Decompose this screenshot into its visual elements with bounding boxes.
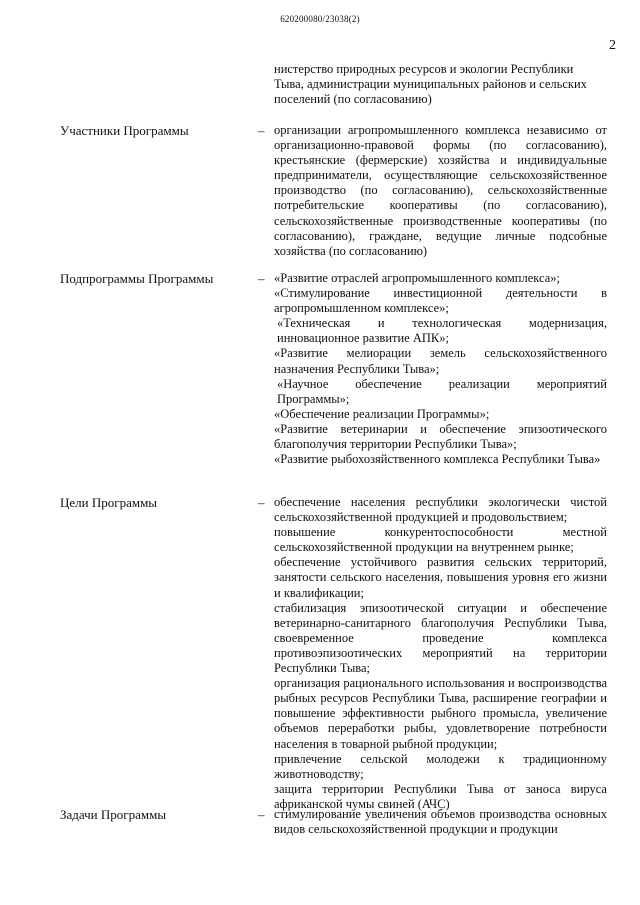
paragraph: повышение конкурентоспособности местной сельскохозяйственной продукции на внутреннем рынке; <box>274 525 607 555</box>
paragraph: «Развитие мелиорации земель сельскохозяйственного назначения Республики Тыва»; <box>274 346 607 376</box>
paragraph: защита территории Республики Тыва от заноса вируса африканской чумы свиней (АЧС) <box>274 781 607 811</box>
section-content <box>274 123 607 259</box>
paragraph: «Развитие рыбохозяйственного комплекса Республики Тыва» <box>274 452 601 467</box>
section-dash: – <box>258 123 265 138</box>
intro-line: нистерство природных ресурсов и экологии Республики <box>274 62 574 76</box>
paragraph: «Обеспечение реализации Программы»; <box>274 406 490 421</box>
section-dash: – <box>258 271 265 286</box>
section-label: Подпрограммы Программы <box>60 271 214 286</box>
paragraph: обеспечение населения республики экологически чистой сельскохозяйственной продукцией и продовольствием; <box>274 495 607 525</box>
paragraph: «Техническая и технологическая модернизация, инновационное развитие АПК»; <box>277 316 607 346</box>
section-label: Цели Программы <box>60 495 158 510</box>
section-label: Задачи Программы <box>60 807 167 822</box>
section-content <box>274 807 607 837</box>
paragraph: «Развитие ветеринарии и обеспечение эпизоотического благополучия территории Республики Тыва»; <box>274 421 607 452</box>
intro-text <box>274 62 607 107</box>
section-content <box>274 495 607 812</box>
section-dash: – <box>258 495 265 510</box>
intro-line: поселений (по согласованию) <box>274 92 432 107</box>
page-number: 2 <box>609 38 616 53</box>
paragraph: стимулирование увеличения объемов производства основных видов сельскохозяйственной продукции и продукции <box>274 807 607 837</box>
section-dash: – <box>258 807 265 822</box>
paragraph: «Стимулирование инвестиционной деятельности в агропромышленном комплексе»; <box>274 286 607 316</box>
intro-line: Тыва, администрации муниципальных районов и сельских <box>274 77 587 92</box>
paragraph: стабилизация эпизоотической ситуации и обеспечение ветеринарно-санитарного благополучия Республики Тыва, своевременное проведение комплекса противоэпизоотических мероприятий на территории Республики Тыва; <box>274 600 607 676</box>
section-content <box>274 271 607 467</box>
document-code: 620200080/23038(2) <box>280 14 360 24</box>
paragraph: «Развитие отраслей агропромышленного комплекса»; <box>274 271 560 285</box>
paragraph: обеспечение устойчивого развития сельских территорий, занятости сельского населения, повышения уровня его жизни и квалификации; <box>274 555 607 600</box>
paragraph: привлечение сельской молодежи к традиционному животноводству; <box>274 751 607 781</box>
paragraph: «Научное обеспечение реализации мероприятий Программы»; <box>277 376 607 406</box>
section-label: Участники Программы <box>60 123 189 138</box>
paragraph: организация рационального использования и воспроизводства рыбных ресурсов Республики Тыва, расширение географии и повышение эффективности рыбного промысла, увеличение объемов переработки рыбы, удовлетворение потребности населения в товарной рыбной продукции; <box>274 676 607 751</box>
paragraph: организации агропромышленного комплекса независимо от организационно-правовой формы (по согласованию), крестьянские (фермерские) хозяйства и индивидуальные предприниматели, осуществляющие сельскохозяйственное производство (по согласованию), сельскохозяйственные потребительские кооперативы (по согласованию), сельскохозяйственные производственные кооперативы (по согласованию), граждане, ведущие личные подсобные хозяйства (по согласованию) <box>274 123 607 258</box>
